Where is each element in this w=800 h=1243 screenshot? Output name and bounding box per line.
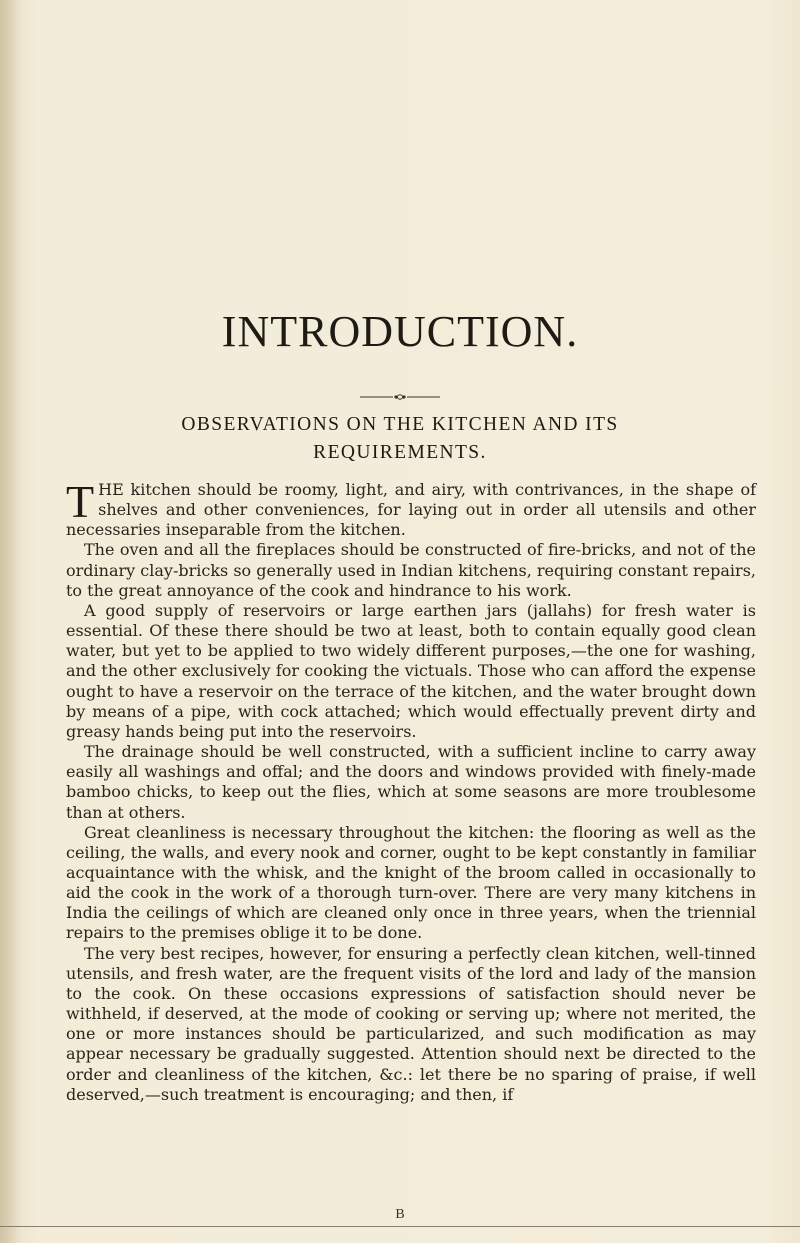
page-edge-line bbox=[0, 1226, 800, 1227]
body-text bbox=[66, 476, 756, 1105]
chapter-title: INTRODUCTION. bbox=[221, 307, 579, 356]
paragraph-1-text: HE kitchen should be roomy, light, and airy, with contrivances, in the shape of shelves and other conveniences, for laying out in order all utensils and other necessaries inseparable from the kitchen. bbox=[66, 480, 756, 540]
paragraph-4: The drainage should be well constructed, with a sufficient incline to carry away easily all washings and offal; and the doors and windows provided with finely-made bamboo chicks, to keep out the flies, which at some seasons are more troublesome than at others. bbox=[66, 742, 756, 822]
drop-cap: T bbox=[66, 476, 95, 527]
paragraph-5: Great cleanliness is necessary throughout the kitchen: the flooring as well as the ceiling, the walls, and every nook and corner, ought to be kept constantly in familiar acquaintance with the whisk, and the knight of the broom called in occasionally to aid the cook in the work of a thorough turn-over. There are very many kitchens in India the ceilings of which are cleaned only once in three years, when the triennial repairs to the premises oblige it to be done. bbox=[66, 822, 756, 943]
paragraph-6: The very best recipes, however, for ensuring a perfectly clean kitchen, well-tinned utensils, and fresh water, are the frequent visits of the lord and lady of the mansion to the cook. On these occasions expressions of satisfaction should never be withheld, if deserved, at the mode of cooking or serving up; where not merited, the one or more instances should be particularized, and such modification as may appear necessary be gradually suggested. Attention should next be directed to the order and cleanliness of the kitchen, &c.: let there be no sparing of praise, if well deserved,—such treatment is encouraging; and then, if bbox=[66, 943, 756, 1104]
section-heading-line-2: REQUIREMENTS. bbox=[313, 442, 487, 463]
signature-mark: B bbox=[395, 1207, 405, 1222]
paragraph-1 bbox=[66, 476, 756, 540]
paragraph-2: The oven and all the fireplaces should be constructed of fire-bricks, and not of the ordinary clay-bricks so generally used in Indian kitchens, requiring constant repairs, to the great annoyance of the cook and hindrance to his work. bbox=[66, 540, 756, 600]
section-heading-line-1: OBSERVATIONS ON THE KITCHEN AND ITS bbox=[181, 414, 619, 435]
spine-shadow bbox=[0, 0, 22, 1243]
paragraph-3: A good supply of reservoirs or large earthen jars (jallahs) for fresh water is essential. Of these there should be two at least, both to contain equally good clean water, but yet to be applied to two widely different purposes,—the one for washing, and the other exclusively for cooking the victuals. Those who can afford the expense ought to have a reservoir on the terrace of the kitchen, and the water brought down by means of a pipe, with cock attached; which would effectually prevent dirty and greasy hands being put into the reservoirs. bbox=[66, 600, 756, 741]
title-ornament-rule bbox=[360, 393, 440, 401]
